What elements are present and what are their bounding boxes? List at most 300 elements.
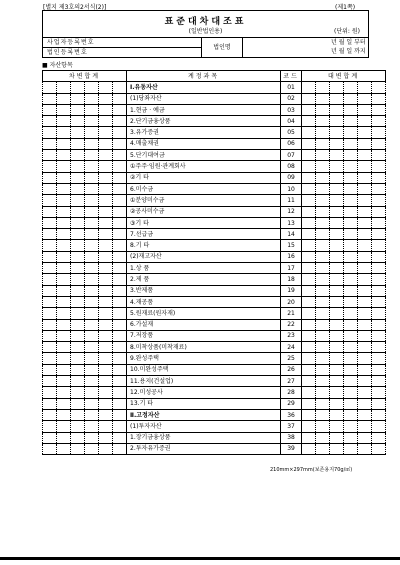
debit-amount-cell[interactable]	[113, 409, 127, 420]
debit-amount-cell[interactable]	[71, 319, 85, 330]
credit-amount-cell[interactable]	[316, 274, 330, 285]
credit-amount-cell[interactable]	[372, 353, 386, 364]
debit-amount-cell[interactable]	[57, 263, 71, 274]
debit-amount-cell[interactable]	[99, 82, 113, 93]
credit-amount-cell[interactable]	[330, 342, 344, 353]
credit-amount-cell[interactable]	[344, 376, 358, 387]
debit-amount-cell[interactable]	[85, 364, 99, 375]
debit-amount-cell[interactable]	[71, 364, 85, 375]
debit-amount-cell[interactable]	[43, 104, 57, 115]
credit-amount-cell[interactable]	[330, 138, 344, 149]
debit-amount-cell[interactable]	[99, 138, 113, 149]
debit-amount-cell[interactable]	[71, 240, 85, 251]
debit-amount-cell[interactable]	[57, 172, 71, 183]
debit-amount-cell[interactable]	[57, 206, 71, 217]
debit-amount-cell[interactable]	[57, 432, 71, 443]
debit-amount-cell[interactable]	[85, 409, 99, 420]
debit-amount-cell[interactable]	[85, 285, 99, 296]
debit-amount-cell[interactable]	[57, 161, 71, 172]
credit-amount-cell[interactable]	[302, 229, 316, 240]
credit-amount-cell[interactable]	[344, 387, 358, 398]
credit-amount-cell[interactable]	[344, 195, 358, 206]
credit-amount-cell[interactable]	[330, 93, 344, 104]
debit-amount-cell[interactable]	[57, 217, 71, 228]
debit-amount-cell[interactable]	[43, 319, 57, 330]
debit-amount-cell[interactable]	[99, 364, 113, 375]
credit-amount-cell[interactable]	[358, 342, 372, 353]
credit-amount-cell[interactable]	[316, 342, 330, 353]
debit-amount-cell[interactable]	[43, 421, 57, 432]
debit-amount-cell[interactable]	[71, 409, 85, 420]
credit-amount-cell[interactable]	[372, 138, 386, 149]
debit-amount-cell[interactable]	[71, 172, 85, 183]
debit-amount-cell[interactable]	[57, 296, 71, 307]
debit-amount-cell[interactable]	[99, 104, 113, 115]
debit-amount-cell[interactable]	[85, 116, 99, 127]
debit-amount-cell[interactable]	[43, 387, 57, 398]
credit-amount-cell[interactable]	[302, 172, 316, 183]
debit-amount-cell[interactable]	[71, 229, 85, 240]
debit-amount-cell[interactable]	[99, 376, 113, 387]
debit-amount-cell[interactable]	[57, 387, 71, 398]
credit-amount-cell[interactable]	[372, 161, 386, 172]
debit-amount-cell[interactable]	[113, 353, 127, 364]
debit-amount-cell[interactable]	[99, 353, 113, 364]
credit-amount-cell[interactable]	[344, 82, 358, 93]
debit-amount-cell[interactable]	[113, 376, 127, 387]
debit-amount-cell[interactable]	[99, 195, 113, 206]
debit-amount-cell[interactable]	[71, 376, 85, 387]
credit-amount-cell[interactable]	[330, 116, 344, 127]
credit-amount-cell[interactable]	[344, 443, 358, 454]
debit-amount-cell[interactable]	[71, 195, 85, 206]
credit-amount-cell[interactable]	[330, 217, 344, 228]
debit-amount-cell[interactable]	[85, 127, 99, 138]
credit-amount-cell[interactable]	[316, 116, 330, 127]
debit-amount-cell[interactable]	[57, 319, 71, 330]
debit-amount-cell[interactable]	[99, 319, 113, 330]
debit-amount-cell[interactable]	[113, 263, 127, 274]
credit-amount-cell[interactable]	[344, 150, 358, 161]
credit-amount-cell[interactable]	[372, 443, 386, 454]
credit-amount-cell[interactable]	[302, 183, 316, 194]
credit-amount-cell[interactable]	[358, 251, 372, 262]
credit-amount-cell[interactable]	[330, 172, 344, 183]
debit-amount-cell[interactable]	[71, 387, 85, 398]
credit-amount-cell[interactable]	[372, 104, 386, 115]
credit-amount-cell[interactable]	[344, 319, 358, 330]
debit-amount-cell[interactable]	[57, 421, 71, 432]
credit-amount-cell[interactable]	[316, 263, 330, 274]
debit-amount-cell[interactable]	[71, 263, 85, 274]
credit-amount-cell[interactable]	[316, 240, 330, 251]
debit-amount-cell[interactable]	[99, 285, 113, 296]
debit-amount-cell[interactable]	[113, 251, 127, 262]
debit-amount-cell[interactable]	[99, 206, 113, 217]
debit-amount-cell[interactable]	[85, 217, 99, 228]
debit-amount-cell[interactable]	[43, 251, 57, 262]
credit-amount-cell[interactable]	[330, 398, 344, 409]
credit-amount-cell[interactable]	[302, 217, 316, 228]
debit-amount-cell[interactable]	[85, 398, 99, 409]
debit-amount-cell[interactable]	[43, 364, 57, 375]
debit-amount-cell[interactable]	[99, 93, 113, 104]
credit-amount-cell[interactable]	[316, 376, 330, 387]
debit-amount-cell[interactable]	[99, 172, 113, 183]
debit-amount-cell[interactable]	[71, 138, 85, 149]
credit-amount-cell[interactable]	[372, 263, 386, 274]
credit-amount-cell[interactable]	[302, 308, 316, 319]
debit-amount-cell[interactable]	[57, 183, 71, 194]
debit-amount-cell[interactable]	[113, 127, 127, 138]
debit-amount-cell[interactable]	[43, 353, 57, 364]
debit-amount-cell[interactable]	[99, 308, 113, 319]
debit-amount-cell[interactable]	[113, 274, 127, 285]
debit-amount-cell[interactable]	[71, 150, 85, 161]
debit-amount-cell[interactable]	[71, 127, 85, 138]
debit-amount-cell[interactable]	[43, 342, 57, 353]
credit-amount-cell[interactable]	[302, 296, 316, 307]
debit-amount-cell[interactable]	[85, 150, 99, 161]
credit-amount-cell[interactable]	[316, 82, 330, 93]
debit-amount-cell[interactable]	[113, 240, 127, 251]
credit-amount-cell[interactable]	[372, 342, 386, 353]
debit-amount-cell[interactable]	[57, 330, 71, 341]
debit-amount-cell[interactable]	[71, 206, 85, 217]
credit-amount-cell[interactable]	[302, 82, 316, 93]
credit-amount-cell[interactable]	[316, 330, 330, 341]
debit-amount-cell[interactable]	[57, 150, 71, 161]
debit-amount-cell[interactable]	[57, 229, 71, 240]
debit-amount-cell[interactable]	[71, 116, 85, 127]
credit-amount-cell[interactable]	[302, 251, 316, 262]
credit-amount-cell[interactable]	[316, 319, 330, 330]
credit-amount-cell[interactable]	[302, 398, 316, 409]
credit-amount-cell[interactable]	[330, 308, 344, 319]
debit-amount-cell[interactable]	[85, 342, 99, 353]
credit-amount-cell[interactable]	[358, 285, 372, 296]
credit-amount-cell[interactable]	[302, 330, 316, 341]
credit-amount-cell[interactable]	[302, 409, 316, 420]
credit-amount-cell[interactable]	[302, 421, 316, 432]
debit-amount-cell[interactable]	[71, 104, 85, 115]
debit-amount-cell[interactable]	[43, 161, 57, 172]
credit-amount-cell[interactable]	[358, 82, 372, 93]
debit-amount-cell[interactable]	[99, 183, 113, 194]
credit-amount-cell[interactable]	[302, 274, 316, 285]
debit-amount-cell[interactable]	[43, 274, 57, 285]
credit-amount-cell[interactable]	[302, 353, 316, 364]
credit-amount-cell[interactable]	[372, 376, 386, 387]
credit-amount-cell[interactable]	[302, 116, 316, 127]
credit-amount-cell[interactable]	[344, 296, 358, 307]
credit-amount-cell[interactable]	[302, 127, 316, 138]
credit-amount-cell[interactable]	[316, 443, 330, 454]
debit-amount-cell[interactable]	[113, 443, 127, 454]
credit-amount-cell[interactable]	[358, 206, 372, 217]
debit-amount-cell[interactable]	[85, 432, 99, 443]
debit-amount-cell[interactable]	[71, 217, 85, 228]
debit-amount-cell[interactable]	[113, 229, 127, 240]
debit-amount-cell[interactable]	[43, 93, 57, 104]
debit-amount-cell[interactable]	[85, 206, 99, 217]
debit-amount-cell[interactable]	[57, 104, 71, 115]
debit-amount-cell[interactable]	[113, 217, 127, 228]
credit-amount-cell[interactable]	[330, 82, 344, 93]
debit-amount-cell[interactable]	[43, 263, 57, 274]
debit-amount-cell[interactable]	[43, 398, 57, 409]
debit-amount-cell[interactable]	[43, 409, 57, 420]
credit-amount-cell[interactable]	[358, 93, 372, 104]
credit-amount-cell[interactable]	[316, 104, 330, 115]
credit-amount-cell[interactable]	[344, 409, 358, 420]
debit-amount-cell[interactable]	[71, 432, 85, 443]
credit-amount-cell[interactable]	[330, 376, 344, 387]
credit-amount-cell[interactable]	[372, 229, 386, 240]
debit-amount-cell[interactable]	[57, 195, 71, 206]
debit-amount-cell[interactable]	[99, 229, 113, 240]
debit-amount-cell[interactable]	[99, 409, 113, 420]
debit-amount-cell[interactable]	[71, 421, 85, 432]
credit-amount-cell[interactable]	[372, 308, 386, 319]
debit-amount-cell[interactable]	[85, 376, 99, 387]
credit-amount-cell[interactable]	[358, 432, 372, 443]
debit-amount-cell[interactable]	[57, 251, 71, 262]
credit-amount-cell[interactable]	[372, 274, 386, 285]
debit-amount-cell[interactable]	[85, 172, 99, 183]
debit-amount-cell[interactable]	[43, 127, 57, 138]
credit-amount-cell[interactable]	[358, 127, 372, 138]
credit-amount-cell[interactable]	[372, 398, 386, 409]
debit-amount-cell[interactable]	[85, 308, 99, 319]
debit-amount-cell[interactable]	[57, 82, 71, 93]
credit-amount-cell[interactable]	[330, 319, 344, 330]
debit-amount-cell[interactable]	[99, 251, 113, 262]
credit-amount-cell[interactable]	[302, 240, 316, 251]
debit-amount-cell[interactable]	[99, 421, 113, 432]
credit-amount-cell[interactable]	[330, 353, 344, 364]
credit-amount-cell[interactable]	[358, 116, 372, 127]
credit-amount-cell[interactable]	[330, 263, 344, 274]
credit-amount-cell[interactable]	[330, 127, 344, 138]
debit-amount-cell[interactable]	[57, 138, 71, 149]
credit-amount-cell[interactable]	[372, 409, 386, 420]
debit-amount-cell[interactable]	[99, 274, 113, 285]
debit-amount-cell[interactable]	[57, 116, 71, 127]
credit-amount-cell[interactable]	[372, 240, 386, 251]
debit-amount-cell[interactable]	[57, 285, 71, 296]
debit-amount-cell[interactable]	[43, 308, 57, 319]
credit-amount-cell[interactable]	[372, 127, 386, 138]
debit-amount-cell[interactable]	[85, 443, 99, 454]
credit-amount-cell[interactable]	[372, 217, 386, 228]
debit-amount-cell[interactable]	[113, 150, 127, 161]
credit-amount-cell[interactable]	[358, 421, 372, 432]
credit-amount-cell[interactable]	[302, 387, 316, 398]
debit-amount-cell[interactable]	[57, 364, 71, 375]
credit-amount-cell[interactable]	[372, 150, 386, 161]
credit-amount-cell[interactable]	[358, 443, 372, 454]
credit-amount-cell[interactable]	[302, 161, 316, 172]
credit-amount-cell[interactable]	[330, 364, 344, 375]
debit-amount-cell[interactable]	[99, 432, 113, 443]
credit-amount-cell[interactable]	[316, 127, 330, 138]
debit-amount-cell[interactable]	[85, 240, 99, 251]
debit-amount-cell[interactable]	[113, 342, 127, 353]
credit-amount-cell[interactable]	[344, 330, 358, 341]
debit-amount-cell[interactable]	[71, 274, 85, 285]
debit-amount-cell[interactable]	[113, 285, 127, 296]
debit-amount-cell[interactable]	[71, 285, 85, 296]
debit-amount-cell[interactable]	[71, 342, 85, 353]
credit-amount-cell[interactable]	[330, 421, 344, 432]
debit-amount-cell[interactable]	[57, 93, 71, 104]
credit-amount-cell[interactable]	[302, 432, 316, 443]
credit-amount-cell[interactable]	[330, 387, 344, 398]
credit-amount-cell[interactable]	[372, 251, 386, 262]
debit-amount-cell[interactable]	[43, 285, 57, 296]
debit-amount-cell[interactable]	[85, 330, 99, 341]
credit-amount-cell[interactable]	[358, 308, 372, 319]
debit-amount-cell[interactable]	[113, 183, 127, 194]
credit-amount-cell[interactable]	[302, 138, 316, 149]
debit-amount-cell[interactable]	[85, 296, 99, 307]
credit-amount-cell[interactable]	[358, 240, 372, 251]
credit-amount-cell[interactable]	[344, 217, 358, 228]
credit-amount-cell[interactable]	[330, 183, 344, 194]
credit-amount-cell[interactable]	[372, 421, 386, 432]
credit-amount-cell[interactable]	[358, 161, 372, 172]
debit-amount-cell[interactable]	[71, 296, 85, 307]
debit-amount-cell[interactable]	[57, 308, 71, 319]
credit-amount-cell[interactable]	[316, 421, 330, 432]
credit-amount-cell[interactable]	[316, 229, 330, 240]
credit-amount-cell[interactable]	[316, 387, 330, 398]
debit-amount-cell[interactable]	[113, 432, 127, 443]
credit-amount-cell[interactable]	[330, 274, 344, 285]
credit-amount-cell[interactable]	[302, 104, 316, 115]
debit-amount-cell[interactable]	[43, 116, 57, 127]
debit-amount-cell[interactable]	[85, 421, 99, 432]
debit-amount-cell[interactable]	[113, 172, 127, 183]
debit-amount-cell[interactable]	[57, 398, 71, 409]
debit-amount-cell[interactable]	[43, 138, 57, 149]
credit-amount-cell[interactable]	[302, 376, 316, 387]
credit-amount-cell[interactable]	[358, 150, 372, 161]
credit-amount-cell[interactable]	[358, 229, 372, 240]
credit-amount-cell[interactable]	[344, 364, 358, 375]
debit-amount-cell[interactable]	[85, 104, 99, 115]
credit-amount-cell[interactable]	[344, 183, 358, 194]
credit-amount-cell[interactable]	[302, 206, 316, 217]
debit-amount-cell[interactable]	[99, 330, 113, 341]
credit-amount-cell[interactable]	[358, 172, 372, 183]
debit-amount-cell[interactable]	[113, 296, 127, 307]
debit-amount-cell[interactable]	[43, 443, 57, 454]
debit-amount-cell[interactable]	[85, 229, 99, 240]
debit-amount-cell[interactable]	[43, 296, 57, 307]
credit-amount-cell[interactable]	[372, 183, 386, 194]
credit-amount-cell[interactable]	[358, 364, 372, 375]
debit-amount-cell[interactable]	[113, 206, 127, 217]
credit-amount-cell[interactable]	[302, 443, 316, 454]
credit-amount-cell[interactable]	[372, 387, 386, 398]
debit-amount-cell[interactable]	[99, 217, 113, 228]
credit-amount-cell[interactable]	[358, 376, 372, 387]
credit-amount-cell[interactable]	[358, 138, 372, 149]
debit-amount-cell[interactable]	[71, 82, 85, 93]
credit-amount-cell[interactable]	[316, 172, 330, 183]
debit-amount-cell[interactable]	[85, 183, 99, 194]
credit-amount-cell[interactable]	[316, 432, 330, 443]
credit-amount-cell[interactable]	[302, 319, 316, 330]
debit-amount-cell[interactable]	[85, 319, 99, 330]
credit-amount-cell[interactable]	[344, 172, 358, 183]
debit-amount-cell[interactable]	[43, 172, 57, 183]
debit-amount-cell[interactable]	[71, 251, 85, 262]
credit-amount-cell[interactable]	[344, 206, 358, 217]
debit-amount-cell[interactable]	[57, 274, 71, 285]
debit-amount-cell[interactable]	[57, 409, 71, 420]
credit-amount-cell[interactable]	[316, 206, 330, 217]
debit-amount-cell[interactable]	[71, 161, 85, 172]
credit-amount-cell[interactable]	[302, 263, 316, 274]
credit-amount-cell[interactable]	[344, 229, 358, 240]
credit-amount-cell[interactable]	[358, 409, 372, 420]
credit-amount-cell[interactable]	[358, 296, 372, 307]
debit-amount-cell[interactable]	[85, 251, 99, 262]
credit-amount-cell[interactable]	[358, 217, 372, 228]
debit-amount-cell[interactable]	[113, 319, 127, 330]
credit-amount-cell[interactable]	[330, 195, 344, 206]
credit-amount-cell[interactable]	[316, 251, 330, 262]
credit-amount-cell[interactable]	[316, 398, 330, 409]
debit-amount-cell[interactable]	[43, 150, 57, 161]
credit-amount-cell[interactable]	[316, 150, 330, 161]
credit-amount-cell[interactable]	[358, 274, 372, 285]
debit-amount-cell[interactable]	[113, 364, 127, 375]
credit-amount-cell[interactable]	[372, 330, 386, 341]
debit-amount-cell[interactable]	[43, 376, 57, 387]
debit-amount-cell[interactable]	[71, 330, 85, 341]
debit-amount-cell[interactable]	[57, 127, 71, 138]
credit-amount-cell[interactable]	[302, 195, 316, 206]
debit-amount-cell[interactable]	[113, 421, 127, 432]
debit-amount-cell[interactable]	[113, 398, 127, 409]
debit-amount-cell[interactable]	[43, 206, 57, 217]
credit-amount-cell[interactable]	[372, 364, 386, 375]
debit-amount-cell[interactable]	[71, 398, 85, 409]
credit-amount-cell[interactable]	[344, 308, 358, 319]
credit-amount-cell[interactable]	[330, 432, 344, 443]
debit-amount-cell[interactable]	[43, 229, 57, 240]
debit-amount-cell[interactable]	[85, 353, 99, 364]
debit-amount-cell[interactable]	[85, 263, 99, 274]
debit-amount-cell[interactable]	[99, 398, 113, 409]
credit-amount-cell[interactable]	[316, 296, 330, 307]
credit-amount-cell[interactable]	[372, 93, 386, 104]
credit-amount-cell[interactable]	[330, 229, 344, 240]
credit-amount-cell[interactable]	[302, 93, 316, 104]
debit-amount-cell[interactable]	[85, 387, 99, 398]
credit-amount-cell[interactable]	[372, 296, 386, 307]
debit-amount-cell[interactable]	[99, 240, 113, 251]
credit-amount-cell[interactable]	[330, 409, 344, 420]
debit-amount-cell[interactable]	[85, 138, 99, 149]
credit-amount-cell[interactable]	[358, 104, 372, 115]
debit-amount-cell[interactable]	[71, 308, 85, 319]
debit-amount-cell[interactable]	[85, 274, 99, 285]
